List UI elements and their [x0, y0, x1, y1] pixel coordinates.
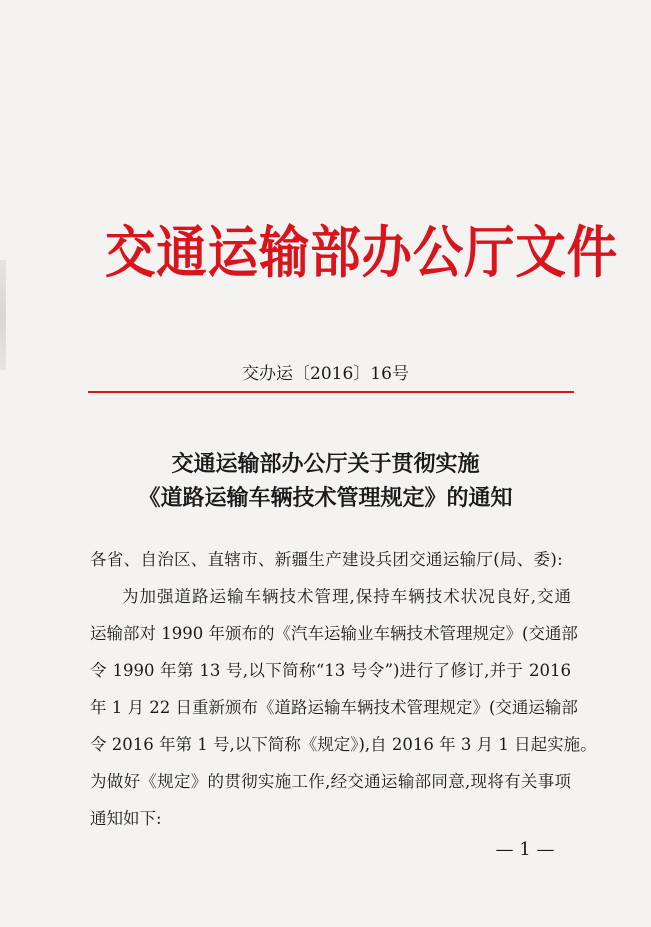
- body-line: 为做好《规定》的贯彻实施工作,经交通运输部同意,现将有关事项: [90, 772, 571, 791]
- page-number: — 1 —: [495, 839, 555, 860]
- body-line: 通知如下:: [90, 809, 162, 828]
- body-line: 运输部对 1990 年颁布的《汽车运输业车辆技术管理规定》(交通部: [90, 624, 578, 643]
- body-line: 为加强道路运输车辆技术管理,保持车辆技术状况良好,交通: [122, 587, 571, 606]
- salutation: 各省、自治区、直辖市、新疆生产建设兵团交通运输厅(局、委):: [90, 550, 563, 569]
- body-line: 令 1990 年第 13 号,以下简称“13 号令”)进行了修订,并于 2016: [90, 661, 571, 680]
- notice-title-line-2: 《道路运输车辆技术管理规定》的通知: [138, 485, 513, 511]
- notice-title-line-1: 交通运输部办公厅关于贯彻实施: [171, 451, 480, 477]
- document-number: 交办运〔2016〕16号: [242, 364, 409, 384]
- scan-binding-mark: [0, 260, 6, 370]
- body-line: 年 1 月 22 日重新颁布《道路运输车辆技术管理规定》(交通运输部: [90, 698, 578, 717]
- body-line: 令 2016 年第 1 号,以下简称《规定》),自 2016 年 3 月 1 日起实施。: [90, 735, 597, 754]
- red-separator-line: [88, 391, 574, 393]
- issuing-authority-header: 交通运输部办公厅文件: [105, 220, 618, 286]
